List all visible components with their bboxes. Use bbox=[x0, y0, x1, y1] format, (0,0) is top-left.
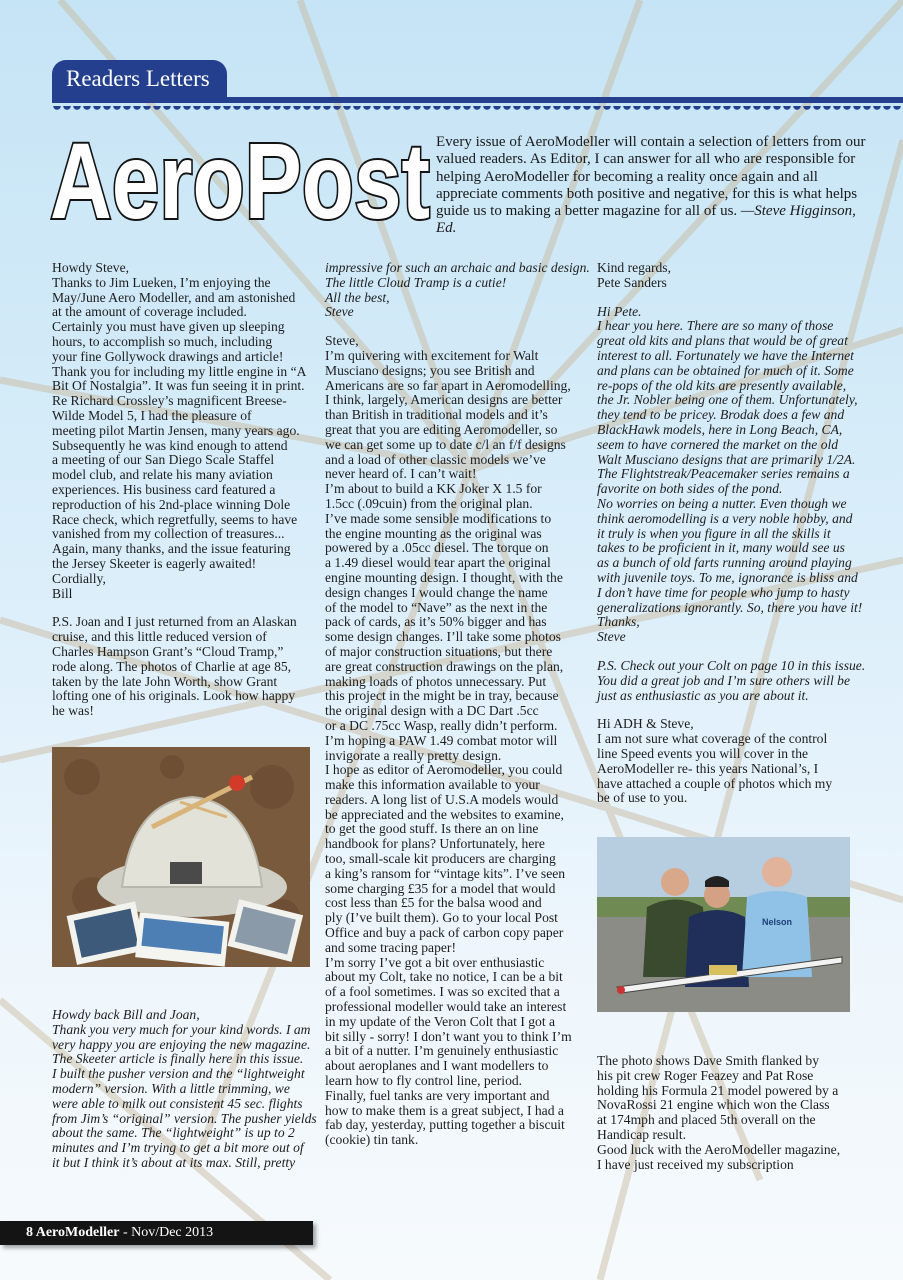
text-line: Re Richard Crossley’s magnificent Breese- bbox=[52, 393, 287, 409]
text-line: the Jersey Skeeter is eagerly awaited! bbox=[52, 555, 257, 571]
text-line: some charging £35 for a model that would bbox=[325, 880, 556, 896]
text-line: The Flightstreak/Peacemaker series remains a bbox=[597, 466, 850, 482]
text-line: I have just received my subscription bbox=[597, 1156, 794, 1172]
text-line: rode along. The photos of Charlie at age 85, bbox=[52, 658, 292, 674]
text-line: line Speed events you will cover in the bbox=[597, 745, 809, 761]
text-line: are great construction drawings on the plan, bbox=[325, 658, 564, 674]
text-line: Hi ADH & Steve, bbox=[597, 716, 694, 732]
reply-bill-joan-end bbox=[325, 261, 593, 320]
text-line: from Jim’s “original” version. The pusher yields bbox=[52, 1110, 317, 1126]
text-line: lofting one of his originals. Look how happy bbox=[52, 688, 296, 704]
section-tab bbox=[52, 60, 227, 98]
text-line: (cookie) tin tank. bbox=[325, 1132, 419, 1148]
text-line: ply (I’ve built them). Go to your local Post bbox=[325, 910, 558, 926]
text-line: as a bunch of old farts running around playing bbox=[597, 555, 852, 571]
text-line: of a fool sometimes. I was so excited that a bbox=[325, 984, 560, 1000]
text-line: vanished from my collection of treasures... bbox=[52, 526, 285, 542]
text-line: the original design with a DC Dart .5cc bbox=[325, 703, 539, 719]
intro-body: Every issue of AeroModeller will contain a selection of letters from our valued readers. As Editor, I can answer for all who are responsible for helping AeroModeller for becoming a reality once again and all appreciate comments both positive and negative, for this is what helps guide us to making a better magazine for all of us. bbox=[436, 134, 866, 220]
text-line: design changes I would change the name bbox=[325, 584, 548, 600]
text-line: takes to be proficient in it, many would see us bbox=[597, 540, 845, 556]
text-line: meeting pilot Martin Jensen, many years ago. bbox=[52, 422, 300, 438]
text-line: the Jr. Nobler being one of them. Unfortunately, bbox=[597, 392, 858, 408]
section-title: Readers Letters bbox=[66, 66, 210, 91]
text-line: and a load of other classic models we’ve bbox=[325, 451, 546, 467]
text-line: this project in the might be in tray, because bbox=[325, 688, 559, 704]
text-line: I am not sure what coverage of the control bbox=[597, 731, 828, 747]
text-line: learn how to fly control line, period. bbox=[325, 1073, 523, 1089]
text-line: have attached a couple of photos which my bbox=[597, 775, 833, 791]
page-footer bbox=[0, 1221, 313, 1245]
text-line: experiences. His business card featured a bbox=[52, 481, 276, 497]
text-line: You did a great job and I’m sure others will be bbox=[597, 672, 850, 688]
text-line: at the amount of coverage included. bbox=[52, 304, 247, 320]
text-line: pack of cards, as it’s 50% bigger and has bbox=[325, 614, 547, 630]
text-line: Thanks to Jim Lueken, I’m enjoying the bbox=[52, 274, 271, 290]
footer-text bbox=[26, 1225, 213, 1241]
text-line: interest to all. Fortunately we have the Internet bbox=[597, 347, 854, 363]
text-line: make this information available to your bbox=[325, 777, 540, 793]
text-line: it truly is when you figure in all the skills it bbox=[597, 525, 831, 541]
text-line: favorite on both sides of the pond. bbox=[597, 481, 783, 497]
text-line: hours, to accomplish so much, including bbox=[52, 333, 273, 349]
text-line: No worries on being a nutter. Even though we bbox=[597, 495, 847, 511]
text-line: great old kits and plans that would be of great bbox=[597, 333, 848, 349]
text-line: he was! bbox=[52, 703, 94, 719]
text-line: I don’t have time for people who jump to hasty bbox=[597, 584, 850, 600]
column-2 bbox=[325, 261, 593, 1148]
text-line: powered by a .05cc diesel. The torque on bbox=[325, 540, 549, 556]
text-line: BlackHawk models, here in Long Beach, CA, bbox=[597, 421, 843, 437]
text-line: generalizations ignorantly. So, there you have it! bbox=[597, 599, 863, 615]
text-line: reproduction of his 2nd-place winning Dole bbox=[52, 496, 291, 512]
masthead-logo bbox=[46, 118, 436, 230]
text-line: Musciano designs; you see British and bbox=[325, 362, 535, 378]
text-line: Office and buy a pack of carbon copy paper bbox=[325, 925, 564, 941]
text-line: to get the good stuff. Is there an on line bbox=[325, 821, 539, 837]
letter-bill bbox=[52, 261, 320, 601]
text-line: bit silly - sorry! I don’t want you to think I’m bbox=[325, 1028, 572, 1044]
text-line: Good luck with the AeroModeller magazine, bbox=[597, 1141, 841, 1157]
text-line: and some tracing paper! bbox=[325, 939, 456, 955]
column-1 bbox=[52, 261, 320, 719]
text-line: Steve bbox=[597, 629, 626, 645]
text-line: cruise, and this little reduced version of bbox=[52, 629, 267, 645]
signoff-pete bbox=[597, 261, 887, 291]
text-line: I hope as editor of Aeromodeller, you could bbox=[325, 762, 563, 778]
text-line: we can get some up to date c/l an f/f designs bbox=[325, 436, 566, 452]
text-line: I’m quivering with excitement for Walt bbox=[325, 347, 539, 363]
text-line: impressive for such an archaic and basic design. bbox=[325, 260, 590, 275]
letter-pete bbox=[325, 334, 593, 1148]
text-line: I’m sorry I’ve got a bit over enthusiastic bbox=[325, 954, 545, 970]
photo-dave-smith-pit-crew bbox=[597, 837, 850, 1012]
text-line: about my Colt, take no notice, I can be a bit bbox=[325, 969, 563, 985]
text-line: Steve, bbox=[325, 333, 359, 349]
letter-bill-ps bbox=[52, 615, 320, 719]
text-line: just as enthusiastic as you are about it. bbox=[597, 687, 809, 703]
text-line: Thank you for including my little engine in “A bbox=[52, 363, 307, 379]
text-line: Pete Sanders bbox=[597, 274, 667, 290]
text-line: it but I think it’s about at its max. Still, pretty bbox=[52, 1154, 296, 1170]
text-line: minutes and I’m trying to get a bit more out of bbox=[52, 1140, 304, 1156]
text-line: The Skeeter article is finally here in this issue. bbox=[52, 1051, 304, 1067]
text-line: P.S. Joan and I just returned from an Alaskan bbox=[52, 614, 297, 630]
text-line: seem to have cornered the market on the old bbox=[597, 436, 839, 452]
intro-text bbox=[436, 134, 866, 238]
text-line: Finally, fuel tanks are very important and bbox=[325, 1087, 550, 1103]
text-line: of the model to “Nave” as the next in the bbox=[325, 599, 548, 615]
text-line: the engine mounting as the original was bbox=[325, 525, 542, 541]
text-line: a bit of a nutter. I’m genuinely enthusiastic bbox=[325, 1043, 559, 1059]
text-line: I’m hoping a PAW 1.49 combat motor will bbox=[325, 732, 558, 748]
text-line: fab day, yesterday, putting together a biscuit bbox=[325, 1117, 565, 1133]
footer-issue: - Nov/Dec 2013 bbox=[119, 1225, 214, 1240]
text-line: your fine Gollywock drawings and article! bbox=[52, 348, 284, 364]
letter-adh bbox=[597, 717, 887, 806]
text-line: Again, many thanks, and the issue featuring bbox=[52, 541, 291, 557]
shirt-text: Nelson bbox=[761, 917, 793, 927]
text-line: were able to milk out consistent 45 sec. flights bbox=[52, 1095, 303, 1111]
text-line: handbook for plans? Unfortunately, here bbox=[325, 836, 545, 852]
text-line: or a DC .75cc Wasp, really didn’t perform. bbox=[325, 717, 558, 733]
text-line: a 1.49 diesel would tear apart the original bbox=[325, 555, 551, 571]
text-line: very happy you are enjoying the new magazine. bbox=[52, 1036, 311, 1052]
text-line: Subsequently he was kind enough to attend bbox=[52, 437, 288, 453]
text-line: Charles Hampson Grant’s “Cloud Tramp,” bbox=[52, 643, 284, 659]
text-line: never heard of. I can’t wait! bbox=[325, 466, 477, 482]
text-line: Howdy Steve, bbox=[52, 260, 130, 275]
photo-cloud-tramp bbox=[52, 747, 310, 967]
text-line: Thanks, bbox=[597, 614, 640, 630]
text-line: think aeromodelling is a very noble hobby, and bbox=[597, 510, 853, 526]
text-line: professional modeller would take an interest bbox=[325, 999, 567, 1015]
text-line: great that you are editing Aeromodeller, so bbox=[325, 421, 558, 437]
text-line: The little Cloud Tramp is a cutie! bbox=[325, 274, 507, 290]
text-line: invigorate a really pretty design. bbox=[325, 747, 502, 763]
text-line: The photo shows Dave Smith flanked by bbox=[597, 1053, 820, 1068]
text-line: Certainly you must have given up sleeping bbox=[52, 319, 285, 335]
text-line: Cordially, bbox=[52, 570, 106, 586]
text-line: Bill bbox=[52, 585, 73, 601]
header-rule-scallop bbox=[52, 106, 903, 113]
text-line: of major construction situations, but there bbox=[325, 643, 553, 659]
reply-bill-joan bbox=[52, 1008, 320, 1171]
text-line: cost less than £5 for the balsa wood and bbox=[325, 895, 542, 911]
text-line: Howdy back Bill and Joan, bbox=[52, 1007, 200, 1022]
text-line: P.S. Check out your Colt on page 10 in this issue. bbox=[597, 657, 866, 673]
text-line: AeroModeller re- this years National’s, I bbox=[597, 760, 819, 776]
photo-caption bbox=[597, 1054, 887, 1172]
intro-signature: —Steve Higginson, Ed. bbox=[436, 203, 856, 237]
text-line: in my update of the Veron Colt that I got a bbox=[325, 1013, 556, 1029]
text-line: All the best, bbox=[325, 289, 390, 305]
text-line: at 174mph and placed 5th overall on the bbox=[597, 1112, 816, 1128]
reply-pete-ps bbox=[597, 659, 887, 703]
text-line: taken by the late John Worth, show Grant bbox=[52, 673, 278, 689]
text-line: be appreciated and the websites to examine, bbox=[325, 806, 564, 822]
text-line: about aeroplanes and I want modellers to bbox=[325, 1058, 549, 1074]
text-line: I hear you here. There are so many of those bbox=[597, 318, 834, 334]
text-line: with juvenile toys. To me, ignorance is bliss and bbox=[597, 569, 858, 585]
text-line: his pit crew Roger Feazey and Pat Rose bbox=[597, 1067, 814, 1083]
text-line: I think, largely, American designs are better bbox=[325, 392, 563, 408]
text-line: they tend to be pricey. Brodak does a few and bbox=[597, 407, 845, 423]
text-line: Americans are so far apart in Aeromodelling, bbox=[325, 377, 571, 393]
text-line: Handicap result. bbox=[597, 1126, 687, 1142]
text-line: holding his Formula 21 model powered by a bbox=[597, 1082, 839, 1098]
text-line: modern” version. With a little trimming, we bbox=[52, 1080, 290, 1096]
text-line: 1.5cc (.09cuin) from the original plan. bbox=[325, 495, 533, 511]
text-line: Walt Musciano designs that are primarily 1/2A. bbox=[597, 451, 856, 467]
text-line: and plans can be obtained for much of it. Some bbox=[597, 362, 854, 378]
text-line: I’ve made some sensible modifications to bbox=[325, 510, 552, 526]
text-line: Race check, which regretfully, seems to have bbox=[52, 511, 298, 527]
masthead-text: AeroPost bbox=[50, 120, 430, 230]
text-line: re-pops of the old kits are presently available, bbox=[597, 377, 847, 393]
text-line: Thank you very much for your kind words. I am bbox=[52, 1021, 311, 1037]
footer-page: 8 AeroModeller bbox=[26, 1225, 120, 1240]
text-line: some design changes. I’ll take some photos bbox=[325, 629, 561, 645]
text-line: engine mounting design. I thought, with the bbox=[325, 569, 563, 585]
text-line: Steve bbox=[325, 304, 354, 320]
text-line: readers. A long list of U.S.A models would bbox=[325, 791, 559, 807]
text-line: about the same. The “lightweight” is up to 2 bbox=[52, 1125, 295, 1141]
reply-pete bbox=[597, 305, 887, 645]
text-line: a king’s ransom for “vintage kits”. I’ve seen bbox=[325, 865, 566, 881]
text-line: Bit Of Nostalgia”. It was fun seeing it in print. bbox=[52, 378, 305, 394]
column-3 bbox=[597, 261, 887, 806]
text-line: how to make them is a great subject, I had a bbox=[325, 1102, 564, 1118]
text-line: be of use to you. bbox=[597, 790, 688, 806]
header-rule bbox=[52, 97, 903, 103]
text-line: model club, and relate his many aviation bbox=[52, 467, 273, 483]
text-line: May/June Aero Modeller, and am astonished bbox=[52, 289, 296, 305]
text-line: making loads of photos unnecessary. Put bbox=[325, 673, 547, 689]
text-line: Kind regards, bbox=[597, 260, 671, 275]
text-line: I’m about to build a KK Joker X 1.5 for bbox=[325, 481, 542, 497]
text-line: too, small-scale kit producers are charging bbox=[325, 851, 556, 867]
text-line: Hi Pete. bbox=[597, 303, 642, 319]
text-line: a meeting of our San Diego Scale Staffel bbox=[52, 452, 275, 468]
text-line: Wilde Model 5, I had the pleasure of bbox=[52, 407, 252, 423]
text-line: NovaRossi 21 engine which won the Class bbox=[597, 1097, 830, 1113]
text-line: I built the pusher version and the “lightweight bbox=[52, 1066, 305, 1082]
text-line: than British in traditional models and it’s bbox=[325, 407, 548, 423]
